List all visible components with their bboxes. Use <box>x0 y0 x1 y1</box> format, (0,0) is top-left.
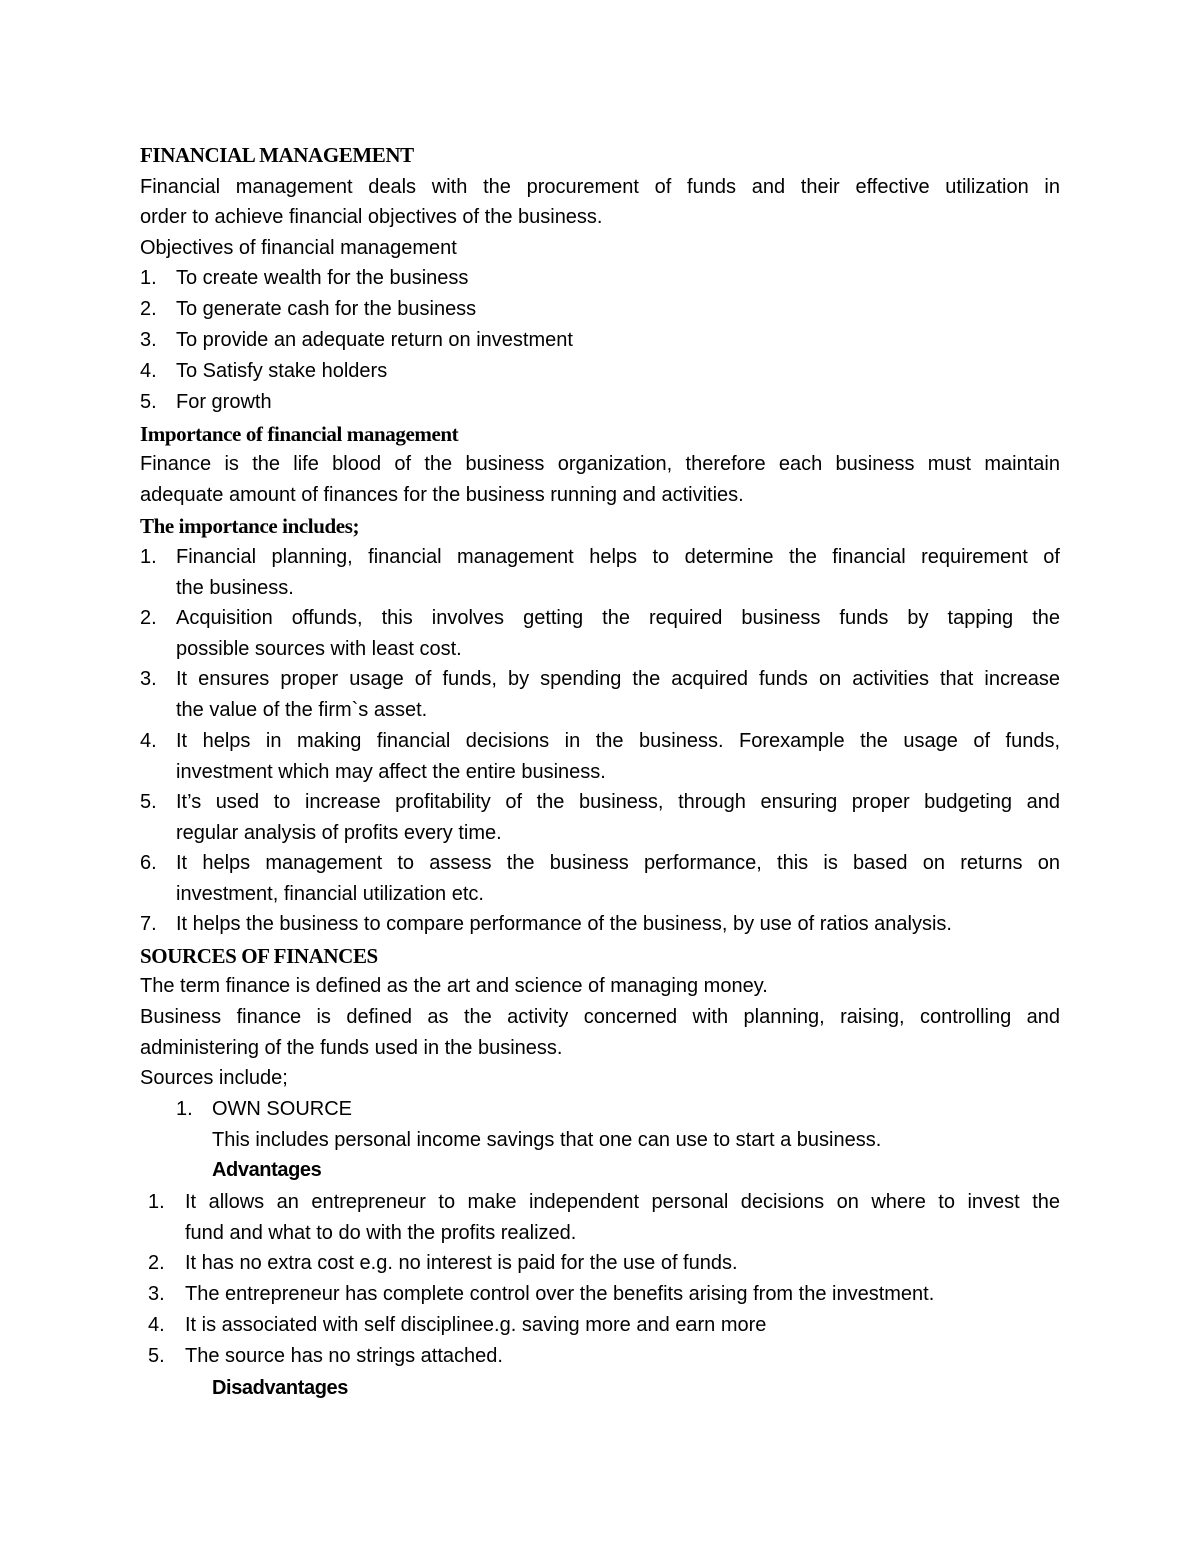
disadvantages-heading: Disadvantages <box>212 1377 348 1399</box>
importance-item-line: Acquisition offunds, this involves getting the required business funds by tapping the <box>176 607 1060 629</box>
importance-item-line: the value of the firm`s asset. <box>176 699 428 721</box>
list-number: 1. <box>148 1191 165 1213</box>
list-number: 2. <box>140 298 157 320</box>
advantage-item-line: It allows an entrepreneur to make independent personal decisions on where to invest the <box>185 1191 1060 1213</box>
importance-subheading: The importance includes; <box>140 514 360 538</box>
importance-item-line: possible sources with least cost. <box>176 638 462 660</box>
importance-item-line: It helps management to assess the business performance, this is based on returns on <box>176 852 1060 874</box>
importance-item-line: It ensures proper usage of funds, by spending the acquired funds on activities that increase <box>176 668 1060 690</box>
list-number: 3. <box>140 329 157 351</box>
list-number: 2. <box>140 607 157 629</box>
objective-item: To generate cash for the business <box>176 298 477 320</box>
importance-item-line: investment which may affect the entire business. <box>176 761 606 783</box>
sources-heading: SOURCES OF FINANCES <box>140 944 378 968</box>
sources-definition: The term finance is defined as the art and science of managing money. <box>140 975 768 997</box>
importance-paragraph-line: Finance is the life blood of the business organization, therefore each business must maintain <box>140 453 1060 475</box>
advantages-heading: Advantages <box>212 1159 322 1181</box>
advantage-item-line: The entrepreneur has complete control over the benefits arising from the investment. <box>185 1283 935 1305</box>
advantage-item-line: It has no extra cost e.g. no interest is paid for the use of funds. <box>185 1252 738 1274</box>
list-number: 3. <box>148 1283 165 1305</box>
importance-item-line: regular analysis of profits every time. <box>176 822 502 844</box>
importance-item-line: It’s used to increase profitability of the business, through ensuring proper budgeting and <box>176 791 1060 813</box>
list-number: 5. <box>140 791 157 813</box>
importance-item-line: It helps in making financial decisions in the business. Forexample the usage of funds, <box>176 730 1060 752</box>
importance-paragraph-line: adequate amount of finances for the business running and activities. <box>140 484 744 506</box>
list-number: 4. <box>140 730 157 752</box>
business-finance-definition-line: Business finance is defined as the activity concerned with planning, raising, controlling and <box>140 1006 1060 1028</box>
objective-item: To Satisfy stake holders <box>176 360 388 382</box>
importance-item-line: the business. <box>176 577 294 599</box>
list-number: 5. <box>148 1345 165 1367</box>
list-number: 5. <box>140 391 157 413</box>
advantage-item-line: It is associated with self disciplinee.g. saving more and earn more <box>185 1314 767 1336</box>
own-source-title: OWN SOURCE <box>212 1098 352 1120</box>
list-number: 1. <box>176 1098 193 1120</box>
business-finance-definition-line: administering of the funds used in the business. <box>140 1037 563 1059</box>
objective-item: For growth <box>176 391 272 413</box>
list-number: 1. <box>140 267 157 289</box>
list-number: 7. <box>140 913 157 935</box>
sources-include-label: Sources include; <box>140 1067 288 1089</box>
list-number: 1. <box>140 546 157 568</box>
importance-item-line: It helps the business to compare performance of the business, by use of ratios analysis. <box>176 913 952 935</box>
intro-paragraph-line: Financial management deals with the procurement of funds and their effective utilization in <box>140 176 1060 198</box>
advantage-item-line: The source has no strings attached. <box>185 1345 503 1367</box>
importance-item-line: investment, financial utilization etc. <box>176 883 484 905</box>
intro-paragraph-line: order to achieve financial objectives of the business. <box>140 206 603 228</box>
page-title: FINANCIAL MANAGEMENT <box>140 143 414 167</box>
list-number: 3. <box>140 668 157 690</box>
importance-heading: Importance of financial management <box>140 422 459 446</box>
list-number: 2. <box>148 1252 165 1274</box>
importance-item-line: Financial planning, financial management helps to determine the financial requirement of <box>176 546 1060 568</box>
objective-item: To provide an adequate return on investment <box>176 329 573 351</box>
list-number: 4. <box>148 1314 165 1336</box>
objectives-title: Objectives of financial management <box>140 237 457 259</box>
advantage-item-line: fund and what to do with the profits realized. <box>185 1222 577 1244</box>
own-source-description: This includes personal income savings that one can use to start a business. <box>212 1129 882 1151</box>
list-number: 6. <box>140 852 157 874</box>
objective-item: To create wealth for the business <box>176 267 469 289</box>
list-number: 4. <box>140 360 157 382</box>
